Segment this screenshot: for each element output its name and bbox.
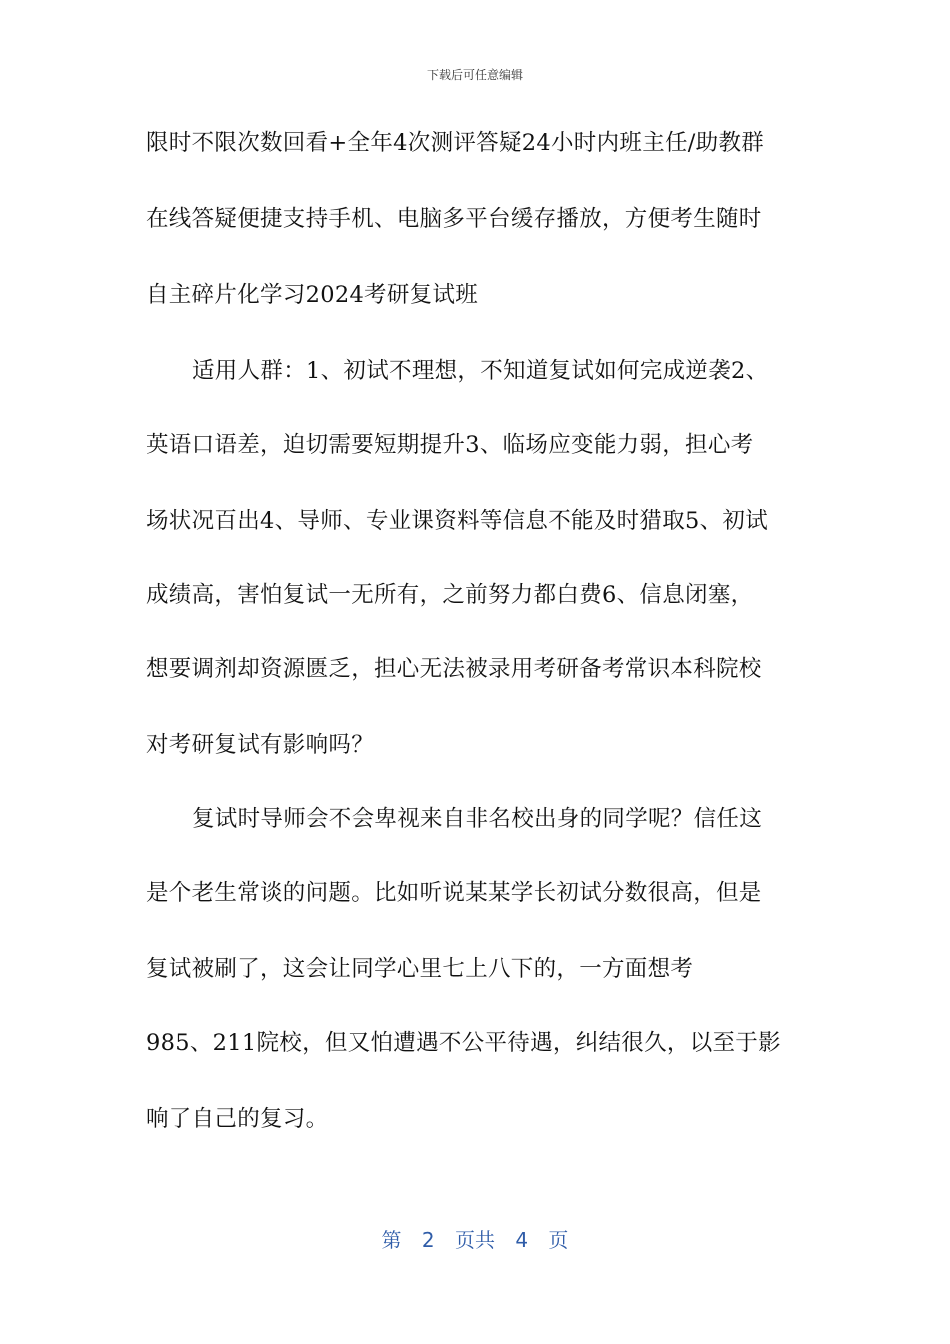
page-header: 下载后可任意编辑 <box>426 68 523 82</box>
paragraph-first-line: 适用人群：1、初试不理想，不知道复试如何完成逆袭2、 <box>192 358 769 384</box>
text-line: 限时不限次数回看+全年4次测评答疑24小时内班主任/助教群 <box>146 130 765 156</box>
text-line: 在线答疑便捷支持手机、电脑多平台缓存播放，方便考生随时 <box>146 206 762 232</box>
text-line: 对考研复试有影响吗？ <box>146 732 375 758</box>
text-line: 想要调剂却资源匮乏，担心无法被录用考研备考常识本科院校 <box>146 656 762 682</box>
text-line: 响了自己的复习。 <box>146 1106 329 1132</box>
text-line: 复试被刷了，这会让同学心里七上八下的，一方面想考 <box>146 956 694 982</box>
text-line: 是个老生常谈的问题。比如听说某某学长初试分数很高，但是 <box>146 880 762 906</box>
paragraph-first-line: 复试时导师会不会卑视来自非名校出身的同学呢？信任这 <box>192 806 763 832</box>
text-line: 英语口语差，迫切需要短期提升3、临场应变能力弱，担心考 <box>146 432 754 458</box>
text-line: 场状况百出4、导师、专业课资料等信息不能及时猎取5、初试 <box>146 508 769 534</box>
text-line: 985、211院校，但又怕遭遇不公平待遇，纠结很久，以至于影 <box>146 1030 781 1056</box>
text-line: 成绩高，害怕复试一无所有，之前努力都白费6、信息闭塞， <box>146 582 754 608</box>
page-number-footer: 第 2 页共 4 页 <box>381 1228 569 1252</box>
text-line: 自主碎片化学习2024考研复试班 <box>146 282 479 308</box>
